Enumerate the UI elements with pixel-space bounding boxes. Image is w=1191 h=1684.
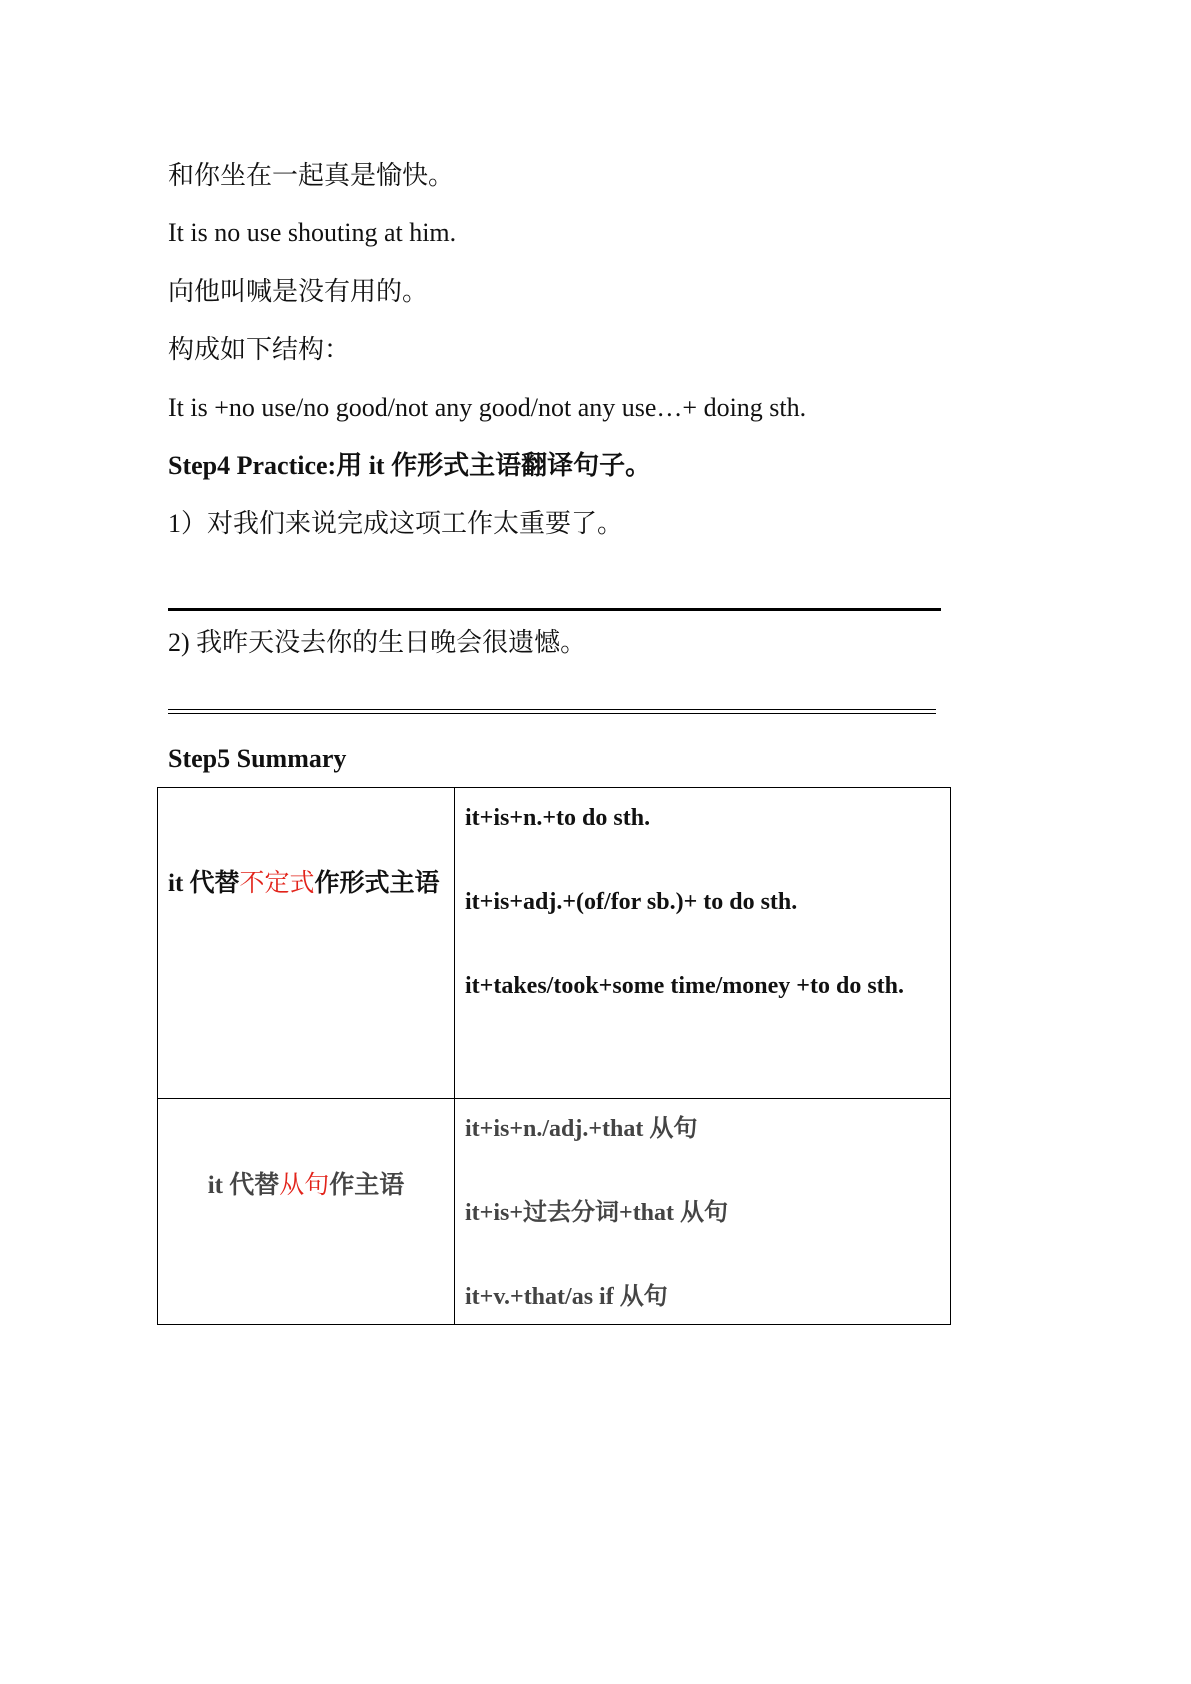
pattern-item: it+v.+that/as if 从句 — [465, 1284, 668, 1310]
example-translation-cn: 向他叫喊是没有用的。 — [168, 277, 429, 306]
table-cell-patterns — [455, 788, 951, 1099]
example-sentence-en: It is no use shouting at him. — [168, 218, 457, 247]
answer-line-1 — [168, 608, 941, 611]
structure-intro: 构成如下结构： — [168, 335, 351, 364]
summary-table — [157, 787, 951, 1325]
example-sentence-cn: 和你坐在一起真是愉快。 — [168, 161, 455, 190]
table-row — [158, 788, 951, 1099]
table-cell-label — [158, 788, 455, 1099]
highlight-text: 不定式 — [239, 870, 315, 897]
pattern-item: it+is+adj.+(of/for sb.)+ to do sth. — [465, 889, 798, 915]
table-cell-patterns — [455, 1099, 951, 1325]
pattern-item: it+takes/took+some time/money +to do sth. — [465, 973, 904, 999]
pattern-item: it+is+n./adj.+that 从句 — [465, 1116, 698, 1142]
practice-question-2: 2) 我昨天没去你的生日晚会很遗憾。 — [168, 628, 587, 657]
pattern-item: it+is+n.+to do sth. — [465, 805, 651, 831]
step4-heading: Step4 Practice:用 it 作形式主语翻译句子。 — [168, 451, 652, 480]
structure-pattern: It is +no use/no good/not any good/not any use…+ doing sth. — [168, 393, 807, 422]
practice-question-1: 1）对我们来说完成这项工作太重要了。 — [168, 509, 624, 538]
step5-heading: Step5 Summary — [168, 744, 347, 773]
row-label-infinitive: it 代替不定式作形式主语 — [168, 870, 440, 897]
table-row — [158, 1099, 951, 1325]
highlight-text: 从句 — [279, 1172, 330, 1199]
row-label-clause: it 代替从句作主语 — [207, 1172, 405, 1199]
answer-line-2 — [168, 709, 936, 714]
pattern-item: it+is+过去分词+that 从句 — [465, 1200, 729, 1226]
table-cell-label — [158, 1099, 455, 1325]
